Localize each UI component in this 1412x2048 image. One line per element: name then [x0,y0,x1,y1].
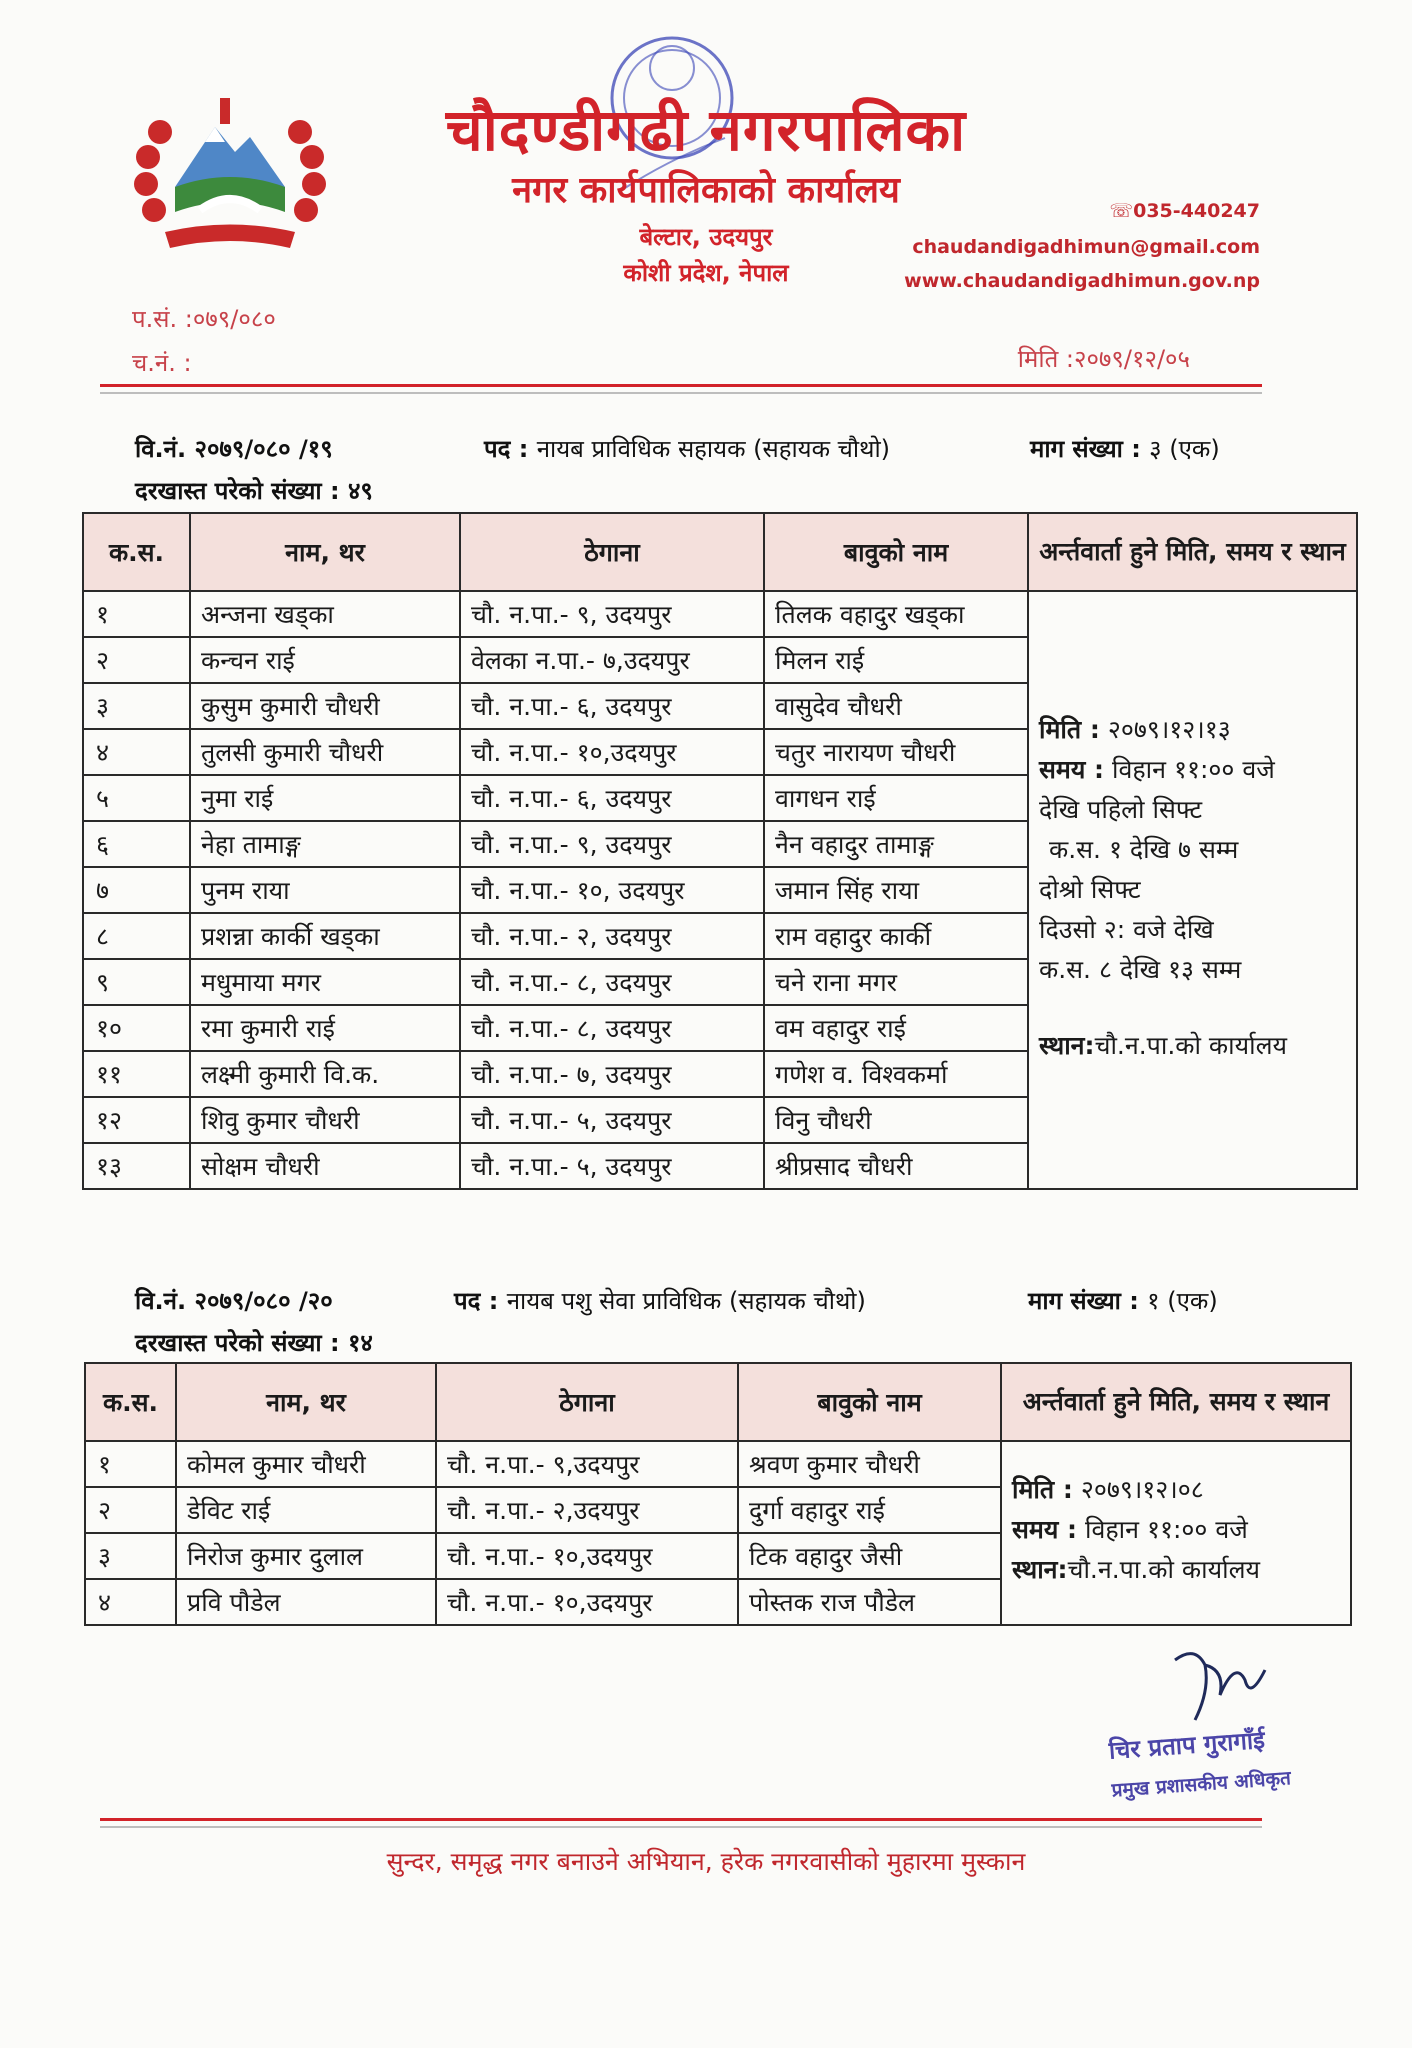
row-name: प्रशन्ना कार्की खड्का [190,913,460,959]
row-father: राम वहादुर कार्की [764,913,1028,959]
row-name: प्रवि पौडेल [176,1579,436,1625]
row-address: चौ. न.पा.- ६, उदयपुर [460,775,764,821]
table-row [85,1441,1351,1487]
row-sn: १ [85,1441,176,1487]
section2-post: पद : नायब पशु सेवा प्राविधिक (सहायक चौथो) [454,1287,866,1315]
table-header-row [85,1363,1351,1441]
row-sn: ९ [83,959,190,1005]
row-father: वम वहादुर राई [764,1005,1028,1051]
row-address: चौ. न.पा.- १०,उदयपुर [436,1533,738,1579]
row-address: चौ. न.पा.- ९, उदयपुर [460,591,764,637]
row-sn: १ [83,591,190,637]
col-name: नाम, थर [176,1363,436,1441]
section2-demand: माग संख्या : १ (एक) [1028,1287,1218,1315]
row-father: तिलक वहादुर खड्का [764,591,1028,637]
col-address: ठेगाना [460,513,764,591]
chalani-number: च.नं. : [132,349,192,377]
row-address: चौ. न.पा.- ६, उदयपुर [460,683,764,729]
row-father: दुर्गा वहादुर राई [738,1487,1001,1533]
section1-post: पद : नायब प्राविधिक सहायक (सहायक चौथो) [484,435,891,463]
interview-place: स्थान:चौ.न.पा.को कार्यालय [1039,1031,1288,1060]
interview-shift1: देखि पहिलो सिफ्ट [1039,795,1203,824]
row-address: वेलका न.पा.- ७,उदयपुर [460,637,764,683]
row-name: सोक्षम चौधरी [190,1143,460,1189]
interview-details [1001,1441,1351,1625]
row-address: चौ. न.पा.- ५, उदयपुर [460,1097,764,1143]
row-name: मधुमाया मगर [190,959,460,1005]
col-address: ठेगाना [436,1363,738,1441]
address-line-1: बेल्टार, उदयपुर [639,223,773,251]
handwritten-signature [1165,1640,1275,1730]
row-name: शिवु कुमार चौधरी [190,1097,460,1143]
row-address: चौ. न.पा.- ९, उदयपुर [460,821,764,867]
row-father: टिक वहादुर जैसी [738,1533,1001,1579]
phone-number: ☏035-440247 [1109,200,1260,222]
section1-vn: वि.नं. २०७९/०८० /१९ [135,435,333,463]
row-name: नेहा तामाङ्ग [190,821,460,867]
row-father: विनु चौधरी [764,1097,1028,1143]
table-row [83,591,1357,637]
interview-place: स्थान:चौ.न.पा.को कार्यालय [1012,1555,1261,1584]
interview-time: समय : विहान ११:०० वजे [1039,755,1275,784]
row-sn: ३ [83,683,190,729]
header-divider [100,384,1262,387]
row-address: चौ. न.पा.- ७, उदयपुर [460,1051,764,1097]
table-header-row [83,513,1357,591]
row-father: श्रीप्रसाद चौधरी [764,1143,1028,1189]
header-divider-thin [100,392,1262,394]
row-name: कोमल कुमार चौधरी [176,1441,436,1487]
row-sn: २ [83,637,190,683]
col-father: बावुको नाम [764,513,1028,591]
row-father: पोस्तक राज पौडेल [738,1579,1001,1625]
section2-vn: वि.नं. २०७९/०८० /२० [135,1287,333,1315]
row-father: श्रवण कुमार चौधरी [738,1441,1001,1487]
col-interview: अर्न्तवार्ता हुने मिति, समय र स्थान [1001,1363,1351,1441]
section1-table [82,512,1358,1190]
row-sn: १२ [83,1097,190,1143]
row-father: चतुर नारायण चौधरी [764,729,1028,775]
row-father: वासुदेव चौधरी [764,683,1028,729]
row-father: जमान सिंह राया [764,867,1028,913]
row-name: डेविट राई [176,1487,436,1533]
row-father: चने राना मगर [764,959,1028,1005]
col-name: नाम, थर [190,513,460,591]
section2-table [84,1362,1352,1626]
row-name: लक्ष्मी कुमारी वि.क. [190,1051,460,1097]
row-father: गणेश व. विश्वकर्मा [764,1051,1028,1097]
website-url: www.chaudandigadhimun.gov.np [904,270,1260,292]
row-name: निरोज कुमार दुलाल [176,1533,436,1579]
footer-divider [100,1818,1262,1821]
row-sn: १० [83,1005,190,1051]
row-address: चौ. न.पा.- ८, उदयपुर [460,959,764,1005]
col-sn: क.स. [83,513,190,591]
footer-slogan: सुन्दर, समृद्ध नगर बनाउने अभियान, हरेक नगरवासीको मुहारमा मुस्कान [386,1847,1026,1876]
row-sn: ६ [83,821,190,867]
col-interview: अर्न्तवार्ता हुने मिति, समय र स्थान [1028,513,1357,591]
row-address: चौ. न.पा.- १०,उदयपुर [460,729,764,775]
footer-divider-thin [100,1826,1262,1828]
interview-shift2-range: क.स. ८ देखि १३ सम्म [1039,955,1242,984]
row-sn: ८ [83,913,190,959]
row-name: अन्जना खड्का [190,591,460,637]
section1-applicants: दरखास्त परेको संख्या : ४९ [135,477,373,505]
office-subtitle: नगर कार्यपालिकाको कार्यालय [512,170,900,211]
row-name: कुसुम कुमारी चौधरी [190,683,460,729]
interview-date: मिति : २०७९।१२।१३ [1039,715,1231,744]
email-address: chaudandigadhimun@gmail.com [912,236,1260,258]
row-address: चौ. न.पा.- ८, उदयपुर [460,1005,764,1051]
officer-stamp: चिर प्रताप गुरागाँई प्रमुख प्रशासकीय अधिकृत [1107,1725,1292,1802]
issue-date: मिति :२०७९/१२/०५ [1017,345,1190,373]
row-sn: २ [85,1487,176,1533]
row-sn: ४ [83,729,190,775]
row-sn: ३ [85,1533,176,1579]
row-address: चौ. न.पा.- २,उदयपुर [436,1487,738,1533]
office-name-title: चौदण्डीगढी नगरपालिका [445,96,967,164]
row-name: रमा कुमारी राई [190,1005,460,1051]
col-sn: क.स. [85,1363,176,1441]
row-name: कन्चन राई [190,637,460,683]
row-sn: ११ [83,1051,190,1097]
row-address: चौ. न.पा.- ९,उदयपुर [436,1441,738,1487]
row-sn: ७ [83,867,190,913]
row-name: नुमा राई [190,775,460,821]
row-sn: ४ [85,1579,176,1625]
row-father: मिलन राई [764,637,1028,683]
row-name: पुनम राया [190,867,460,913]
section2-applicants: दरखास्त परेको संख्या : १४ [135,1329,373,1357]
interview-date: मिति : २०७९।१२।०८ [1012,1475,1204,1504]
address-line-2: कोशी प्रदेश, नेपाल [623,259,789,287]
section1-demand: माग संख्या : ३ (एक) [1030,435,1220,463]
row-address: चौ. न.पा.- ५, उदयपुर [460,1143,764,1189]
interview-shift1-range: क.स. १ देखि ७ सम्म [1049,835,1239,864]
row-father: वागधन राई [764,775,1028,821]
row-address: चौ. न.पा.- १०, उदयपुर [460,867,764,913]
row-sn: १३ [83,1143,190,1189]
row-address: चौ. न.पा.- १०,उदयपुर [436,1579,738,1625]
col-father: बावुको नाम [738,1363,1001,1441]
interview-time: समय : विहान ११:०० वजे [1012,1515,1248,1544]
patra-sankhya: प.सं. :०७९/०८० [132,305,276,333]
interview-shift2-time: दिउसो २: वजे देखि [1039,915,1214,944]
row-name: तुलसी कुमारी चौधरी [190,729,460,775]
interview-details [1028,591,1357,1189]
interview-shift2: दोश्रो सिफ्ट [1039,875,1141,904]
row-address: चौ. न.पा.- २, उदयपुर [460,913,764,959]
row-father: नैन वहादुर तामाङ्ग [764,821,1028,867]
row-sn: ५ [83,775,190,821]
